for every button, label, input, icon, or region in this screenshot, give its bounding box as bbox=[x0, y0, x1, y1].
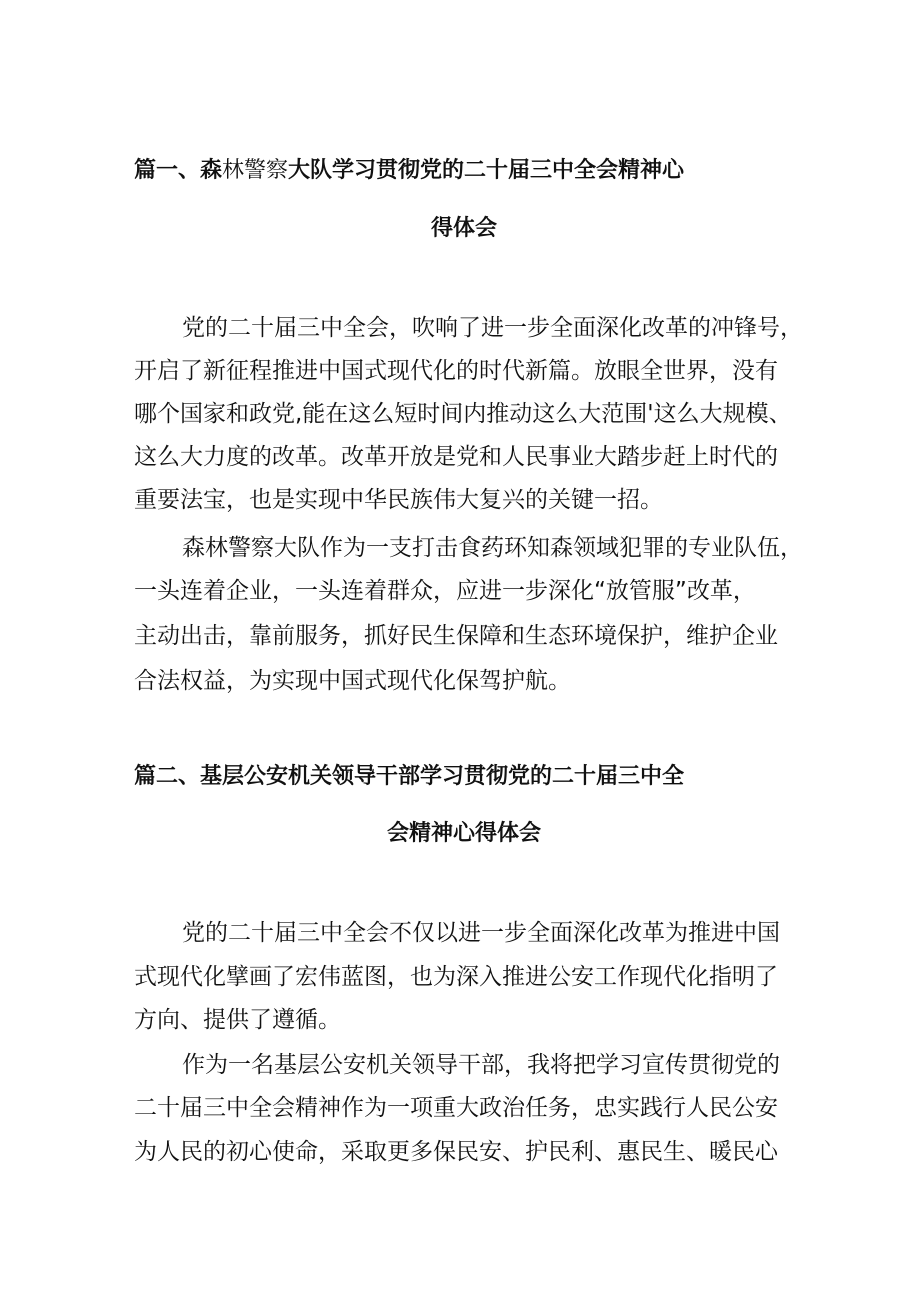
section1-title-line2: 得体会 bbox=[430, 216, 497, 241]
paragraph-line: 式现代化擘画了宏伟蓝图，也为深入推进公安工作现代化指明了 bbox=[134, 964, 778, 990]
paragraph-line: 重要法宝，也是实现中华民族伟大复兴的关键一招。 bbox=[134, 487, 663, 513]
paragraph-line: 开启了新征程推进中国式现代化的时代新篇。放眼全世界，没有 bbox=[134, 358, 778, 384]
paragraph-line: 为人民的初心使命，采取更多保民安、护民利、惠民生、暖民心 bbox=[134, 1139, 778, 1165]
section1-title bbox=[134, 156, 794, 186]
paragraph-line: 主动出击，靠前服务，抓好民生保障和生态环境保护，维护企业 bbox=[134, 623, 778, 649]
paragraph-line: 方向、提供了遵循。 bbox=[134, 1007, 341, 1033]
paragraph-line: 合法权益，为实现中国式现代化保驾护航。 bbox=[134, 668, 571, 694]
paragraph-line: 一头连着企业，一头连着群众，应进一步深化“放管服”改革， bbox=[134, 578, 756, 604]
paragraph-line: 党的二十届三中全会，吹响了进一步全面深化改革的冲锋号， bbox=[182, 315, 803, 341]
paragraph-line: 哪个国家和政党,能在这么短时间内推动这么大范围'这么大规模、 bbox=[134, 401, 792, 427]
section1-title-part1: 篇一、森 bbox=[134, 158, 223, 183]
section1-title-part3: 大队学习贯彻党的二十届三中全会精神心 bbox=[288, 158, 685, 183]
paragraph-line: 这么大力度的改革。改革开放是党和人民事业大踏步赶上时代的 bbox=[134, 444, 778, 470]
paragraph-line: 作为一名基层公安机关领导干部，我将把学习宣传贯彻党的 bbox=[182, 1052, 780, 1078]
paragraph-line: 党的二十届三中全会不仅以进一步全面深化改革为推进中国 bbox=[182, 920, 780, 946]
section1-title-part2: 林警察 bbox=[222, 158, 289, 183]
section2-title-line2: 会精神心得体会 bbox=[386, 821, 541, 846]
paragraph-line: 二十届三中全会精神作为一项重大政治任务，忠实践行人民公安 bbox=[134, 1095, 778, 1121]
section2-title: 篇二、基层公安机关领导干部学习贯彻党的二十届三中全 bbox=[134, 764, 685, 789]
paragraph-line: 森林警察大队作为一支打击食药环知森领域犯罪的专业队伍， bbox=[182, 535, 803, 561]
